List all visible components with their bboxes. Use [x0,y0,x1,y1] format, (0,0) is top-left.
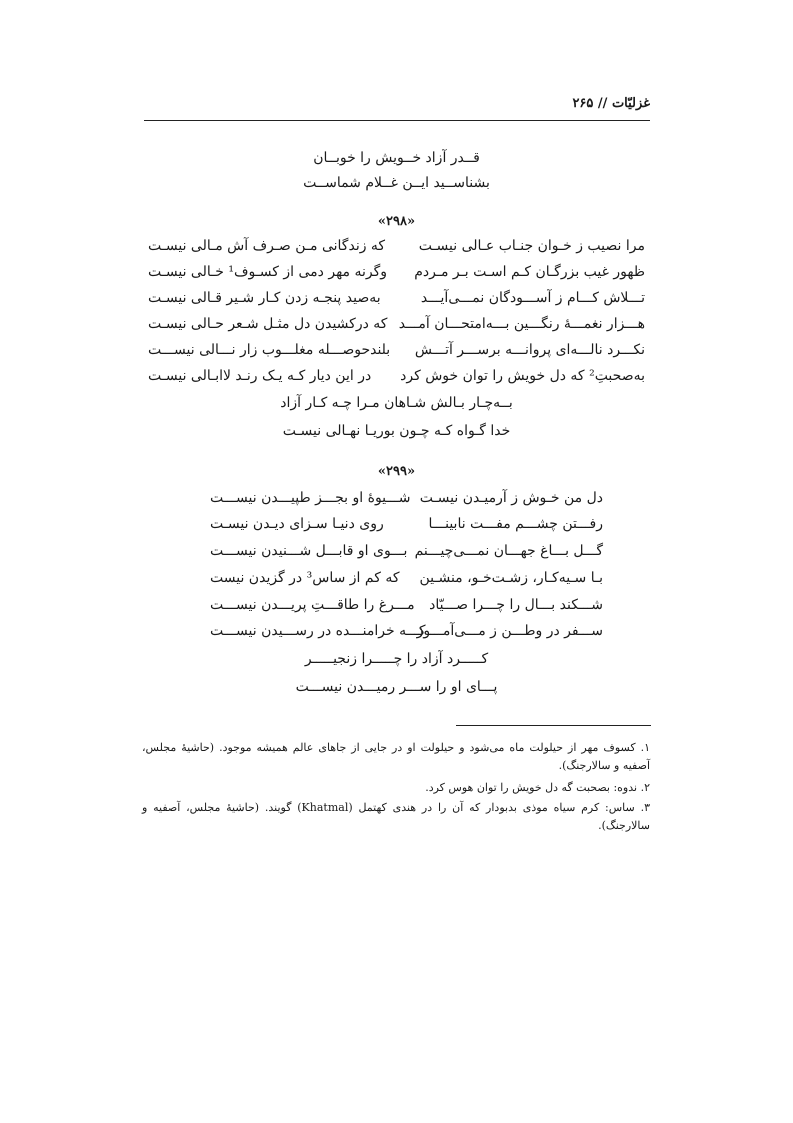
ghazal-299-hemistich-left: کـــه خرامنـــده در رســـیدن نیســـت [210,623,426,639]
ghazal-299-closing-1: کـــــرد آزاد را چـــــرا زنجیـــــر [304,651,489,667]
ghazal-299-hemistich-left: مـــرغ را طاقـــتِ پریـــدن نیســـت [210,597,415,613]
ghazal-299-closing-2: پـــای او را ســـر رمیـــدن نیســـت [295,679,498,695]
ghazal-298-hemistich-right: تـــلاش کـــام ز آســـودگان نمـــی‌آیـــد [420,290,645,306]
ghazal-299-hemistich-right: شـــکند بـــال را چـــرا صـــیّاد [429,597,603,613]
ghazal-299-hemistich-right: گـــل بـــاغ جهـــان نمـــی‌چیـــنم [414,543,603,559]
ghazal-299-hemistich-left: که کم از ساس³ در گزیدن نیست [210,570,400,586]
ghazal-298-hemistich-right: مرا نصیب ز خـوان جنـاب عـالی نیسـت [418,238,645,254]
ghazal-298-hemistich-left: که درکشیدن دل مثـل شـعر حـالی نیسـت [148,316,388,332]
ghazal-299-hemistich-left: شـــیوهٔ او بجـــز طپیـــدن نیســـت [210,490,411,506]
header-rule [144,120,650,121]
ghazal-298-closing-1: بــه‌چـار بـالش شـاهان مـرا چـه کـار آزاد [280,395,513,411]
intro-line-2: بشناســید ایــن غــلام شماســت [303,175,490,191]
ghazal-298-hemistich-right: ظهور غیب بزرگـان کـم اسـت بـر مـردم [414,264,645,280]
ghazal-298-number: «۲۹۸» [377,214,416,229]
ghazal-298-closing-2: خدا گـواه کـه چـون بوریـا نهـالی نیسـت [282,423,511,439]
ghazal-298-hemistich-left: در این دیار کـه یـک رنـد لاابـالی نیسـت [148,368,372,384]
intro-line-1: قــدر آزاد خــویش را خوبــان [313,150,480,166]
running-header-title: غزلیّات // ۲۶۵ [572,96,650,111]
ghazal-298-hemistich-left: به‌صید پنجـه زدن کـار شـیر قـالی نیسـت [148,290,381,306]
ghazal-298-hemistich-left: وگرنه مهر دمی از کسـوف¹ خـالی نیسـت [148,264,388,280]
ghazal-298-hemistich-right: نکـــرد نالـــه‌ای پروانـــه برســـر آتـــش [414,342,645,358]
ghazal-299-hemistich-right: دل من خـوش ز آرمیـدن نیسـت [419,490,603,506]
ghazal-299-hemistich-left: روی دنیـا سـزای دیـدن نیسـت [210,516,384,532]
ghazal-299-hemistich-right: ســـفر در وطـــن ز مـــی‌آمـــوز [416,623,603,639]
ghazal-299-number: «۲۹۹» [377,464,416,479]
ghazal-299-hemistich-right: رفـــتن چشـــم مفـــت نابینـــا [428,516,603,532]
footnote-1: ۱. کسوف مهر از حیلولت ماه می‌شود و حیلولت او در جایی از جاهای عالم همیشه موجود. (حاشیهٔ مجلس، آصفیه و سالارجنگ). [142,741,650,772]
footnote-3: ۳. ساس: کرم سیاه موذی بدبودار که آن را در هندی کهتمل (Khatmal) گویند. (حاشیهٔ مجلس، آصفیه و سالارجنگ). [142,801,650,832]
ghazal-298-hemistich-left: بلندحوصـــله مغلـــوب زار نـــالی نیســـت [148,342,391,358]
ghazal-298-hemistich-right: هـــزار نغمـــهٔ رنگـــین بـــه‌امتحـــان آمـــد [398,316,645,332]
ghazal-299-hemistich-left: بـــوی او قابـــل شـــنیدن نیســـت [210,543,408,559]
footnote-2: ۲. ندوه: بصحبت گه دل خویش را توان هوس کرد. [425,781,650,794]
ghazal-298-hemistich-right: به‌صحبتِ² که دل خویش را توان خوش کرد [400,368,645,384]
ghazal-299-hemistich-right: بـا سـیه‌کـار، زشـت‌خـو، منشـین [419,570,603,586]
footnote-rule [456,725,651,726]
ghazal-298-hemistich-left: که زندگانی مـن صـرف آش مـالی نیسـت [148,238,386,254]
page-header [144,96,650,120]
